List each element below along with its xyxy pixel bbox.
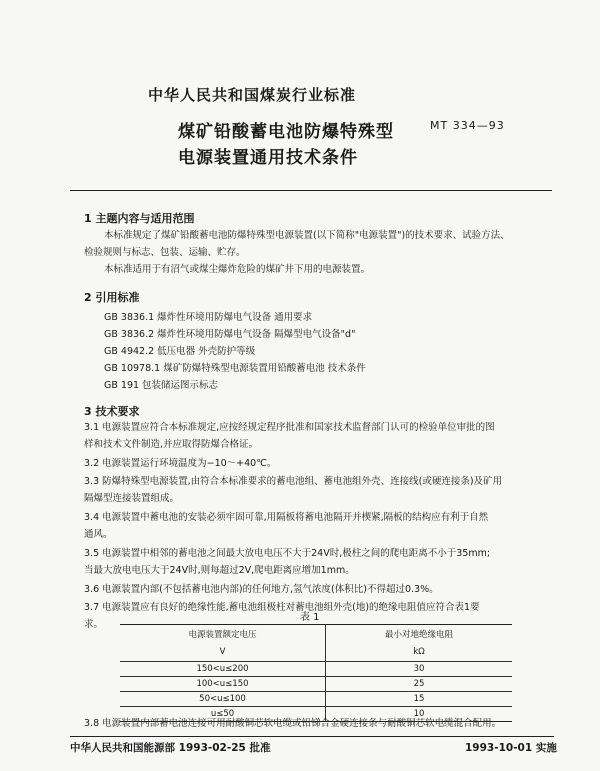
approval-line: 中华人民共和国能源部 1993-02-25 批准 bbox=[70, 742, 271, 754]
effective-date: 1993-10-01 实施 bbox=[465, 742, 557, 754]
table-cell-resistance: 25 bbox=[326, 677, 513, 692]
reference-item: GB 191 包装储运图示标志 bbox=[104, 380, 219, 391]
table-cell-voltage: u≤50 bbox=[120, 707, 326, 722]
reference-item: GB 10978.1 煤矿防爆特殊型电源装置用铅酸蓄电池 技术条件 bbox=[104, 363, 366, 374]
table-row bbox=[120, 662, 512, 677]
table-header-resistance-unit: kΩ bbox=[413, 647, 425, 657]
reference-item: GB 3836.1 爆炸性环境用防爆电气设备 通用要求 bbox=[104, 312, 313, 323]
document-title-line-2: 电源装置通用技术条件 bbox=[178, 148, 358, 168]
table-cell-resistance: 10 bbox=[326, 707, 513, 722]
clause-3-5-line-1: 3.5 电源装置中相邻的蓄电池之间最大放电电压不大于24V时,极柱之间的爬电距离不小于35mm; bbox=[84, 548, 491, 559]
reference-item: GB 4942.2 低压电器 外壳防护等级 bbox=[104, 346, 256, 357]
standard-code: MT 334—93 bbox=[430, 119, 505, 132]
section-2-heading: 2 引用标准 bbox=[84, 291, 140, 304]
clause-3-4-line-1: 3.4 电源装置中蓄电池的安装必须牢固可靠,用隔板将蓄电池隔开并楔紧,隔板的结构应有利于自然 bbox=[84, 512, 489, 523]
table-row bbox=[120, 692, 512, 707]
clause-3-1-line-2: 样和技术文件制造,并应取得防爆合格证。 bbox=[84, 439, 259, 450]
standard-organization: 中华人民共和国煤炭行业标准 bbox=[148, 86, 357, 104]
clause-3-7-line-1: 3.7 电源装置应有良好的绝缘性能,蓄电池组极柱对蓄电池组外壳(地)的绝缘电阻值应符合表1要 bbox=[84, 602, 480, 613]
section-1-paragraph-2: 本标准适用于有沼气或煤尘爆炸危险的煤矿井下用的电源装置。 bbox=[104, 264, 371, 275]
document-title-line-1: 煤矿铅酸蓄电池防爆特殊型 bbox=[178, 122, 394, 142]
footer-divider bbox=[70, 736, 554, 737]
clause-3-8: 3.8 电源装置内部蓄电池连接可用耐酸铜芯软电缆或铅锑合金硬连接条与耐酸铜芯软电缆混合配用。 bbox=[84, 718, 502, 729]
table-cell-resistance: 30 bbox=[326, 662, 513, 677]
table-cell-voltage: 100<u≤150 bbox=[120, 677, 326, 692]
clause-3-5-line-2: 当最大放电电压大于24V时,则每超过2V,爬电距离应增加1mm。 bbox=[84, 565, 355, 576]
section-1-paragraph-1a: 本标准规定了煤矿铅酸蓄电池防爆特殊型电源装置(以下简称"电源装置")的技术要求、试验方法、 bbox=[104, 230, 510, 241]
table-cell-resistance: 15 bbox=[326, 692, 513, 707]
header-divider bbox=[70, 190, 552, 191]
table-cell-voltage: 150<u≤200 bbox=[120, 662, 326, 677]
section-1-heading: 1 主题内容与适用范围 bbox=[84, 212, 195, 225]
clause-3-7-line-2: 求。 bbox=[84, 619, 104, 630]
table-cell-voltage: 50<u≤100 bbox=[120, 692, 326, 707]
clause-3-6: 3.6 电源装置内部(不包括蓄电池内部)的任何地方,氢气浓度(体积比)不得超过0.3%。 bbox=[84, 584, 439, 595]
clause-3-3-line-1: 3.3 防爆特殊型电源装置,由符合本标准要求的蓄电池组、蓄电池组外壳、连接线(或硬连接条)及矿用 bbox=[84, 476, 503, 487]
insulation-resistance-table bbox=[120, 624, 512, 722]
section-3-heading: 3 技术要求 bbox=[84, 405, 140, 418]
table-header-voltage: 电源装置额定电压 bbox=[120, 625, 326, 644]
table-header-voltage-unit: V bbox=[120, 643, 326, 662]
table-header-resistance: 最小对地绝缘电阻 bbox=[326, 625, 513, 644]
table-row bbox=[120, 677, 512, 692]
clause-3-1-line-1: 3.1 电源装置应符合本标准规定,应按经规定程序批准和国家技术监督部门认可的检验单位审批的图 bbox=[84, 422, 495, 433]
clause-3-3-line-2: 隔爆型连接装置组成。 bbox=[84, 493, 180, 504]
section-1-paragraph-1b: 检验规则与标志、包装、运输、贮存。 bbox=[84, 247, 246, 258]
clause-3-2: 3.2 电源装置运行环境温度为−10～+40℃。 bbox=[84, 458, 277, 469]
table-caption: 表 1 bbox=[300, 612, 320, 623]
reference-item: GB 3836.2 爆炸性环境用防爆电气设备 隔爆型电气设备"d" bbox=[104, 329, 356, 340]
clause-3-4-line-2: 通风。 bbox=[84, 529, 113, 540]
